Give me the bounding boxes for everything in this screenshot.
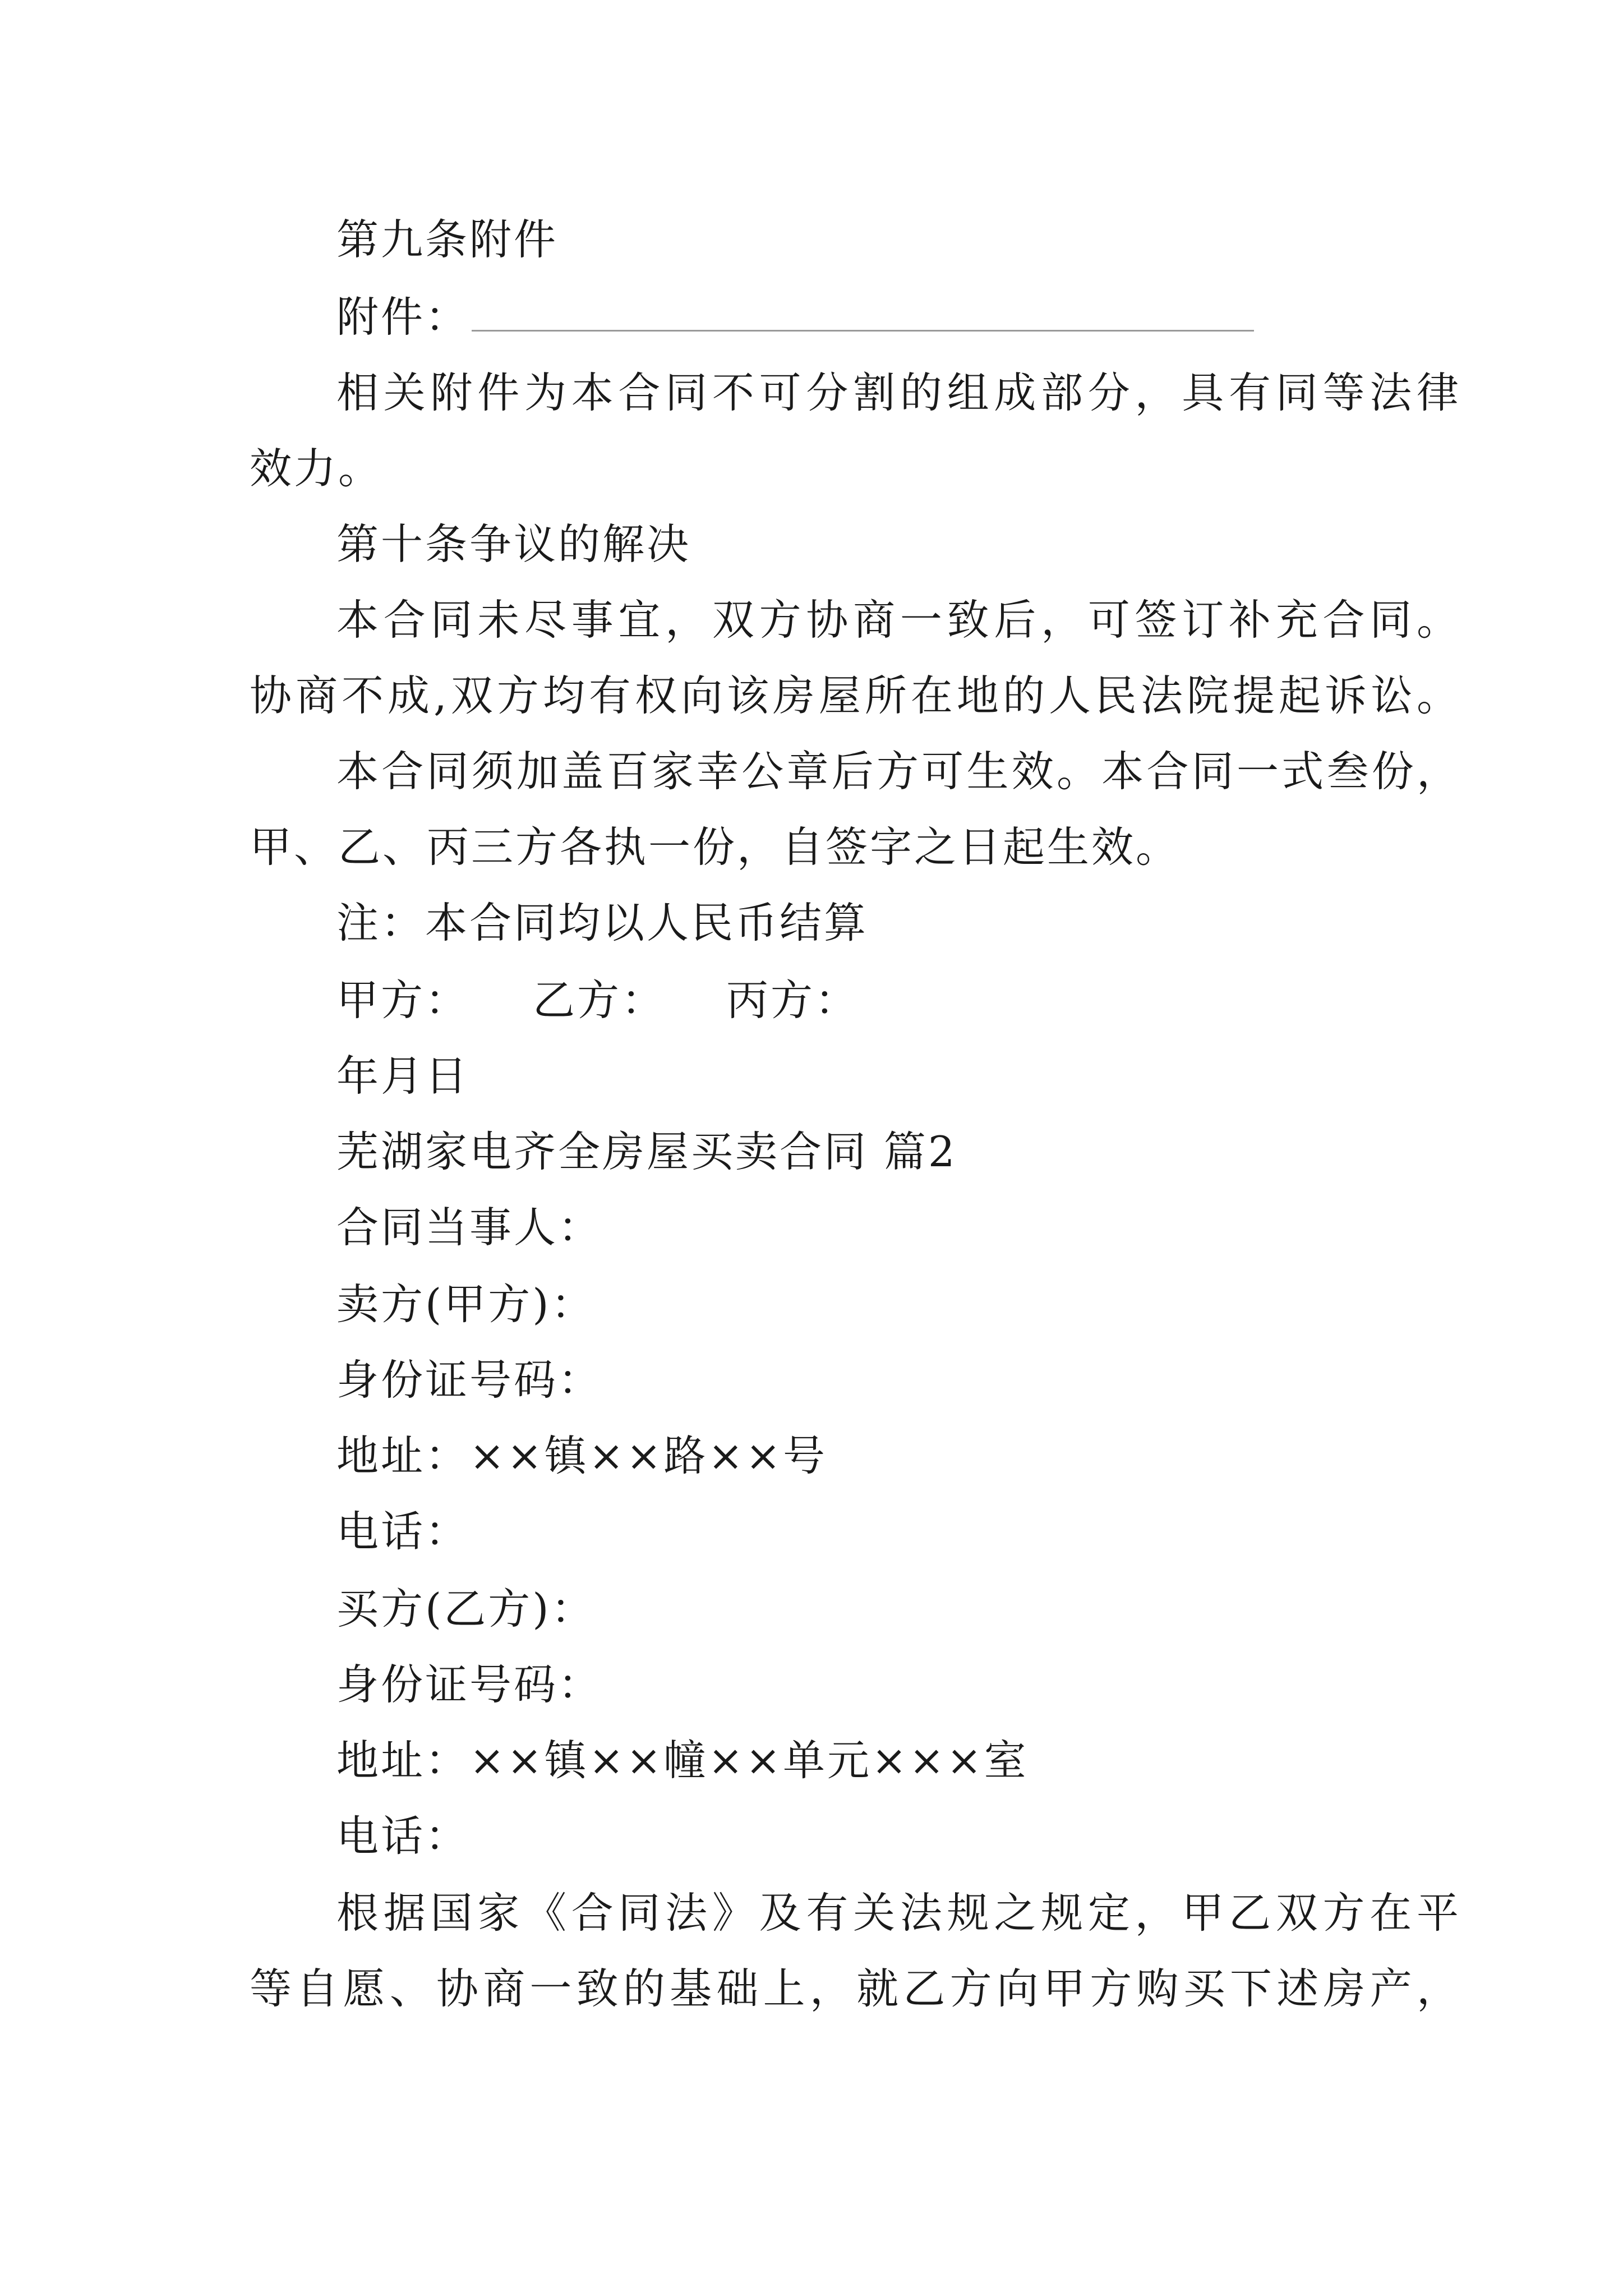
- attachment-blank-line: [472, 291, 1254, 332]
- validity-clause-line-2: 甲、乙、丙三方各执一份，自签字之日起生效。: [250, 822, 1181, 872]
- date-line: 年月日: [336, 1051, 470, 1101]
- party-b-signature-label: 乙方：: [533, 976, 666, 1025]
- seller-address: 地址：××镇××路××号: [336, 1431, 828, 1480]
- party-a-signature-label: 甲方：: [336, 976, 470, 1025]
- article-9-heading: 第九条附件: [336, 215, 559, 264]
- attachment-label: 附件：: [336, 292, 470, 342]
- article-10-heading: 第十条争议的解决: [336, 519, 691, 569]
- party-c-signature-label: 丙方：: [726, 976, 860, 1025]
- seller-label: 卖方(甲方)：: [336, 1280, 596, 1329]
- attachment-field: [336, 289, 1254, 345]
- attachment-clause-line-1: 相关附件为本合同不可分割的组成部分，具有同等法律: [336, 368, 1461, 417]
- dispute-clause-line-1: 本合同未尽事宜，双方协商一致后，可签订补充合同。: [336, 595, 1461, 645]
- preamble-line-2: 等自愿、协商一致的基础上，就乙方向甲方购买下述房产，: [250, 1964, 1461, 2013]
- buyer-phone: 电话：: [336, 1811, 470, 1861]
- currency-note: 注：本合同均以人民币结算: [336, 898, 869, 947]
- validity-clause-line-1: 本合同须加盖百家幸公章后方可生效。本合同一式叁份，: [336, 747, 1461, 796]
- attachment-clause-line-2: 效力。: [250, 444, 383, 493]
- buyer-address: 地址：××镇××幢××单元×××室: [336, 1736, 1029, 1785]
- section-2-title: 芜湖家电齐全房屋买卖合同 篇2: [336, 1127, 957, 1176]
- dispute-clause-line-2: 协商不成,双方均有权向该房屋所在地的人民法院提起诉讼。: [250, 671, 1461, 720]
- preamble-line-1: 根据国家《合同法》及有关法规之规定，甲乙双方在平: [336, 1888, 1461, 1938]
- contract-parties-label: 合同当事人：: [336, 1203, 603, 1252]
- buyer-id-number: 身份证号码：: [336, 1660, 603, 1709]
- seller-id-number: 身份证号码：: [336, 1355, 603, 1405]
- signature-row: [336, 972, 859, 1028]
- seller-phone: 电话：: [336, 1507, 470, 1556]
- buyer-label: 买方(乙方)：: [336, 1584, 596, 1634]
